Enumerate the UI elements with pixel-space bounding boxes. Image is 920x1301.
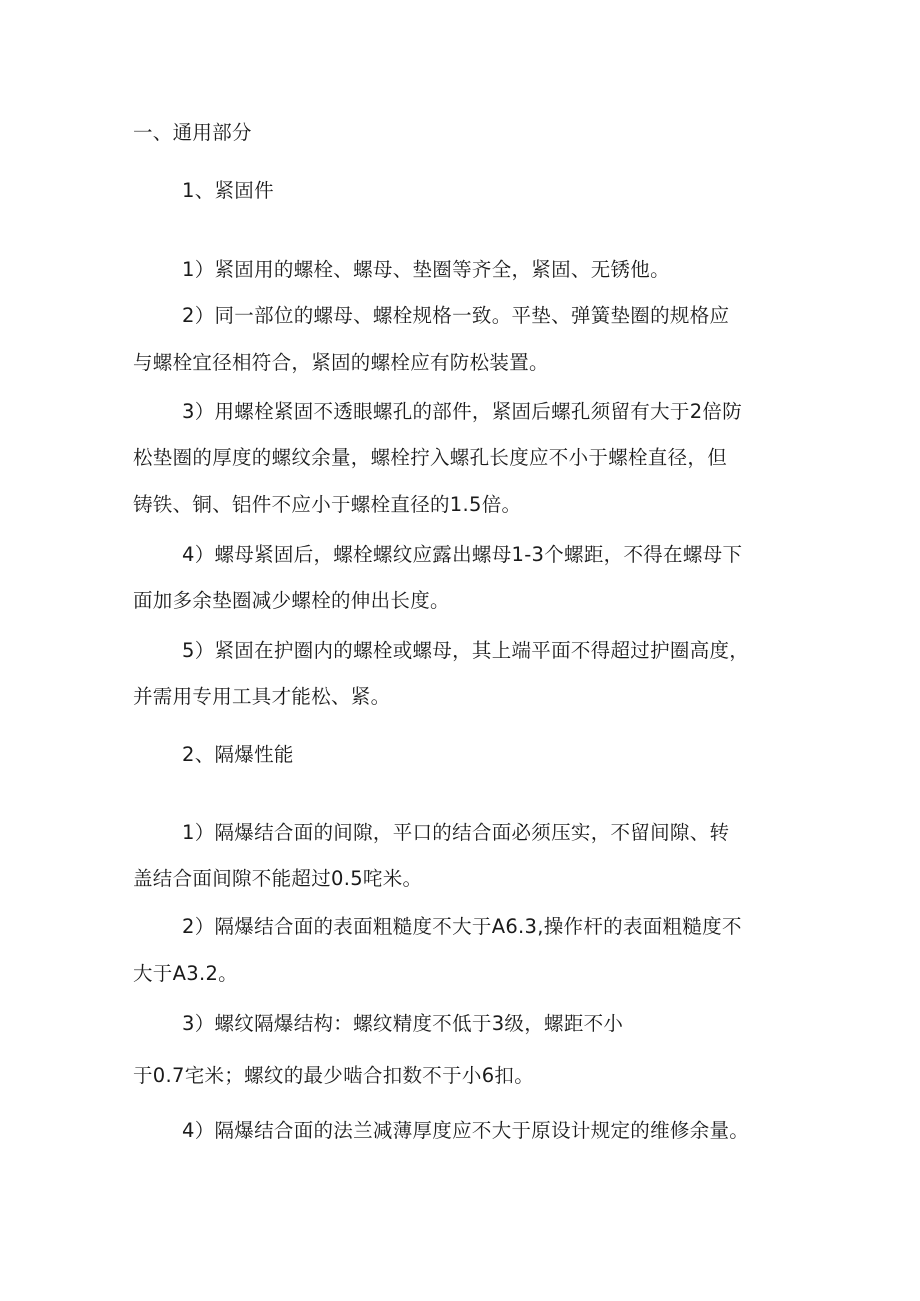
paragraph-line: 3）用螺栓紧固不透眼螺孔的部件，紧固后螺孔须留有大于2倍防 (182, 400, 743, 423)
section-title: 一、通用部分 (133, 121, 252, 144)
paragraph-line: 5）紧固在护圈内的螺栓或螺母，其上端平面不得超过护圈高度， (182, 639, 750, 662)
paragraph-line: 4）螺母紧固后，螺栓螺纹应露出螺母1-3个螺距，不得在螺母下 (182, 543, 743, 566)
paragraph-line: 1）紧固用的螺栓、螺母、垫圈等齐全，紧固、无锈他。 (182, 258, 670, 281)
paragraph-line: 松垫圈的厚度的螺纹余量，螺栓拧入螺孔长度应不小于螺栓直径，但 (133, 446, 728, 469)
paragraph-line: 2）隔爆结合面的表面粗糙度不大于A6.3,操作杆的表面粗糙度不 (182, 915, 742, 938)
paragraph-line: 2）同一部位的螺母、螺栓规格一致。平垫、弹簧垫圈的规格应 (182, 304, 730, 327)
subsection-title-fasteners: 1、紧固件 (182, 179, 274, 202)
paragraph-line: 并需用专用工具才能松、紧。 (133, 685, 391, 708)
paragraph-line: 铸铁、铜、铝件不应小于螺栓直径的1.5倍。 (133, 493, 522, 516)
paragraph-line: 3）螺纹隔爆结构：螺纹精度不低于3级，螺距不小 (182, 1012, 624, 1035)
paragraph-line: 面加多余垫圈减少螺栓的伸出长度。 (133, 589, 450, 612)
paragraph-line: 与螺栓宜径相符合，紧固的螺栓应有防松装置。 (133, 351, 549, 374)
paragraph-line: 4）隔爆结合面的法兰减薄厚度应不大于原设计规定的维修余量。 (182, 1119, 750, 1142)
paragraph-line: 盖结合面间隙不能超过0.5咤米。 (133, 867, 423, 890)
paragraph-line: 大于A3.2。 (133, 962, 238, 985)
subsection-title-explosion-proof: 2、隔爆性能 (182, 743, 294, 766)
paragraph-line: 于0.7宅米；螺纹的最少啮合扣数不于小6扣。 (133, 1064, 535, 1087)
paragraph-line: 1）隔爆结合面的间隙，平口的结合面必须压实，不留间隙、转 (182, 821, 730, 844)
